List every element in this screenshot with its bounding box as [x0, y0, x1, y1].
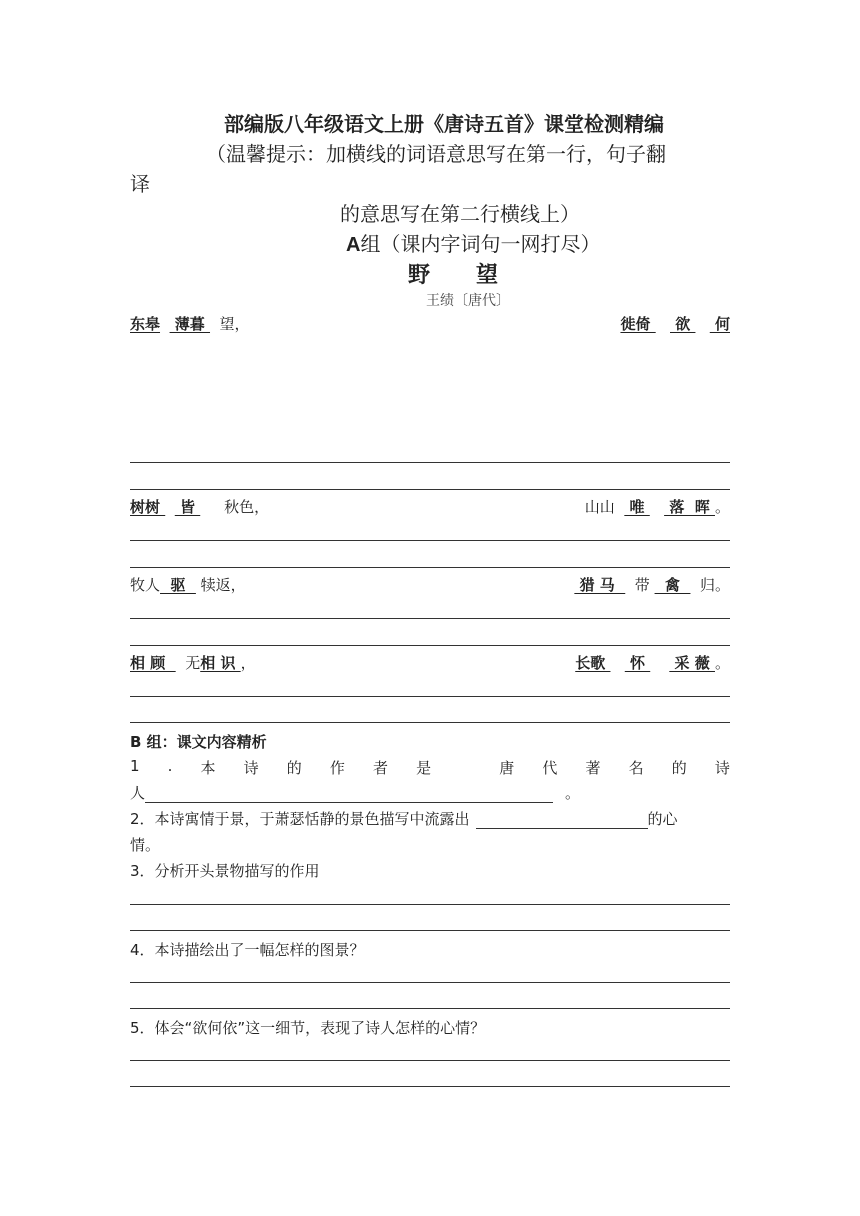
question-1-blank[interactable] — [145, 786, 553, 803]
question-2-tail: 的心 — [647, 810, 678, 828]
poem-line-left-half — [130, 652, 256, 673]
question-1-char: 唐 — [499, 759, 515, 777]
underlined-word: 长歌 — [575, 654, 611, 672]
poem-line-right-half — [575, 652, 730, 673]
question-1-char: 是 — [416, 759, 432, 777]
poem-text — [650, 654, 669, 672]
poem-text — [695, 315, 709, 333]
poem-text — [165, 498, 175, 516]
question-1-char: 作 — [329, 759, 345, 777]
underlined-word: 唯 — [624, 498, 650, 516]
question-1-line-2 — [130, 782, 580, 803]
answer-line[interactable] — [130, 904, 730, 905]
answer-line[interactable] — [130, 618, 730, 619]
underlined-word: 薄暮 — [169, 315, 211, 333]
group-a-label: 组（课内字词句一网打尽） — [360, 232, 601, 256]
question-4: 4．本诗描绘出了一幅怎样的图景？ — [130, 941, 365, 959]
question-1-char: 的 — [671, 759, 687, 777]
group-a-letter: A — [346, 234, 361, 256]
poem-text: 牧人 — [130, 576, 161, 594]
poem-text: ， — [240, 654, 256, 672]
underlined-word: 皆 — [174, 498, 201, 516]
hint-line-2: 的意思写在第二行横线上） — [340, 202, 580, 226]
answer-line[interactable] — [130, 722, 730, 723]
poem-text: 。 — [714, 654, 730, 672]
poem-text: 犊返， — [195, 576, 246, 594]
question-1-char — [459, 757, 471, 778]
question-1-char: 1 — [130, 757, 140, 775]
question-1-char: 的 — [286, 759, 302, 777]
page-title: 部编版八年级语文上册《唐诗五首》课堂检测精编 — [224, 112, 664, 136]
group-a-heading — [346, 228, 600, 257]
poem-line-4 — [130, 652, 730, 673]
answer-line[interactable] — [130, 489, 730, 490]
question-1-char: 诗 — [243, 759, 259, 777]
question-2-line-1 — [130, 808, 678, 829]
hint-line-1: （温馨提示：加横线的词语意思写在第一行，句子翻 — [206, 142, 666, 166]
answer-line[interactable] — [130, 540, 730, 541]
question-1-char: 代 — [542, 759, 558, 777]
underlined-word: 相 识 — [200, 654, 241, 672]
underlined-word: 欲 — [670, 315, 696, 333]
poem-title-char-1: 野 — [408, 263, 433, 288]
answer-line[interactable] — [130, 930, 730, 931]
question-2-text: 2．本诗寓情于景，于萧瑟恬静的景色描写中流露出 — [130, 810, 470, 828]
question-1-char: . — [167, 757, 173, 775]
poem-text — [160, 315, 170, 333]
answer-line[interactable] — [130, 567, 730, 568]
answer-line[interactable] — [130, 645, 730, 646]
underlined-word: 东皋 — [130, 315, 161, 333]
poem-text — [656, 315, 670, 333]
poem-line-left-half — [130, 496, 269, 517]
answer-line[interactable] — [130, 462, 730, 463]
question-5: 5．体会“欲何依”这一细节，表现了诗人怎样的心情？ — [130, 1019, 486, 1037]
underlined-word: 怀 — [624, 654, 651, 672]
underlined-word: 何 — [709, 315, 730, 333]
underlined-word: 禽 — [654, 576, 691, 594]
answer-line[interactable] — [130, 982, 730, 983]
underlined-word: 猎 马 — [574, 576, 626, 594]
poem-text — [610, 654, 624, 672]
answer-line[interactable] — [130, 696, 730, 697]
poem-text: 无 — [175, 654, 201, 672]
underlined-word: 树树 — [130, 498, 166, 516]
poem-line-left-half — [130, 313, 250, 334]
question-1-char: 名 — [628, 759, 644, 777]
underlined-word: 采 薇 — [669, 654, 715, 672]
question-1-char: 者 — [372, 759, 388, 777]
poem-text: 山山 — [584, 498, 625, 516]
question-1-char: 本 — [200, 759, 216, 777]
question-2-line-2: 情。 — [130, 836, 161, 854]
underlined-word: 徙倚 — [620, 315, 656, 333]
hint-line-wrap: 译 — [130, 172, 150, 196]
poem-line-3 — [130, 574, 730, 595]
underlined-word: 相 顾 — [130, 654, 176, 672]
poem-line-right-half — [574, 574, 730, 595]
answer-line[interactable] — [130, 1008, 730, 1009]
underlined-word: 落 晖 — [664, 498, 715, 516]
question-1-char: 著 — [585, 759, 601, 777]
poem-text: 秋色， — [200, 498, 270, 516]
poem-line-1 — [130, 313, 730, 334]
poem-line-right-half — [620, 313, 730, 334]
answer-line[interactable] — [130, 1086, 730, 1087]
question-1-text: 人 — [130, 784, 146, 802]
question-1-end: 。 — [565, 784, 581, 802]
question-1-char: 诗 — [714, 759, 730, 777]
group-b-heading: B 组：课文内容精析 — [130, 733, 267, 751]
question-2-blank[interactable] — [476, 812, 648, 829]
poem-text: 。 — [714, 498, 730, 516]
poem-line-right-half — [585, 496, 730, 517]
underlined-word: 驱 — [160, 576, 196, 594]
poem-text — [650, 498, 664, 516]
poem-text: 望， — [210, 315, 250, 333]
poem-line-left-half — [130, 574, 246, 595]
question-3: 3．分析开头景物描写的作用 — [130, 862, 320, 880]
poem-text: 归。 — [690, 576, 730, 594]
poem-author: 王绩〔唐代〕 — [426, 293, 510, 309]
question-1-line-1 — [130, 757, 730, 778]
poem-title-char-2: 望 — [476, 263, 501, 288]
poem-line-2 — [130, 496, 730, 517]
poem-title — [408, 258, 500, 289]
answer-line[interactable] — [130, 1060, 730, 1061]
poem-text: 带 — [625, 576, 655, 594]
